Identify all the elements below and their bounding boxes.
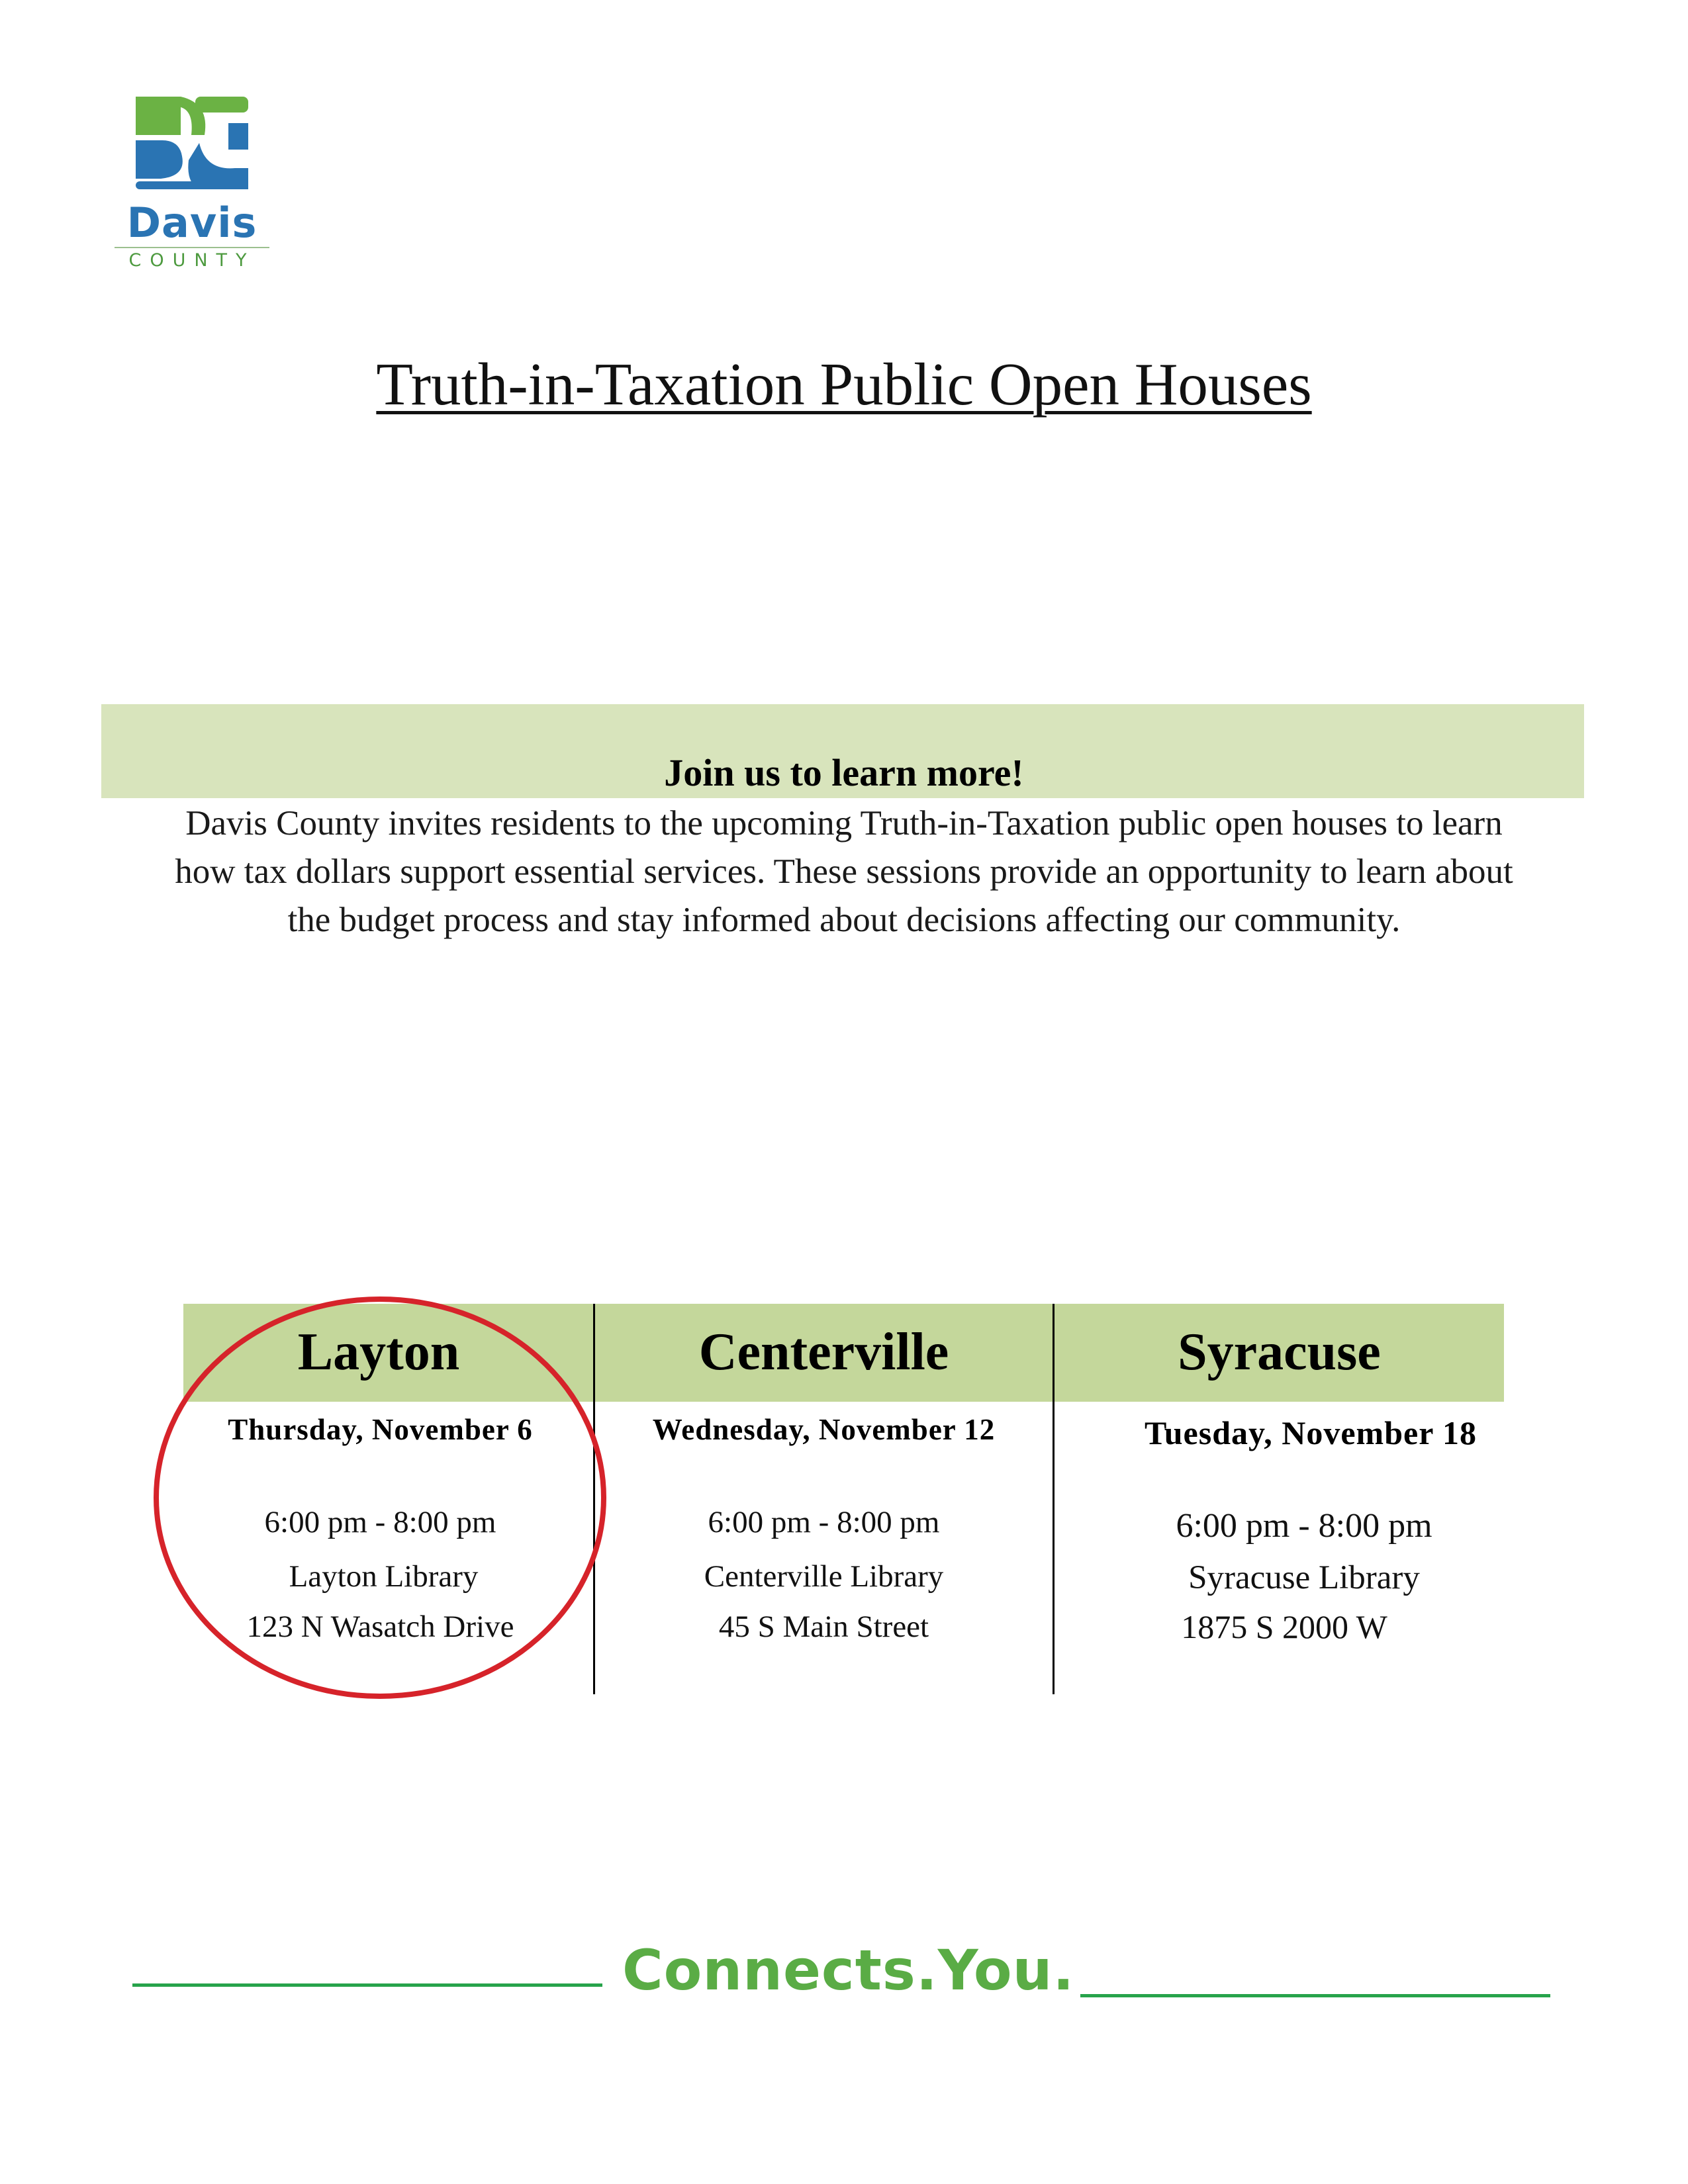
session-venue: Layton Library: [289, 1559, 479, 1594]
footer-tagline: Connects.You.: [622, 1938, 1075, 2003]
session-address: 1875 S 2000 W: [1181, 1608, 1387, 1645]
session-time: 6:00 pm - 8:00 pm: [264, 1505, 496, 1539]
logo-subtitle: COUNTY: [128, 250, 256, 271]
footer-line-left: [132, 1983, 602, 1987]
session-day: Tuesday, November 18: [1144, 1414, 1477, 1451]
davis-county-logo: [109, 93, 275, 278]
session-venue: Centerville Library: [704, 1559, 944, 1594]
city-layton: Layton: [297, 1323, 460, 1381]
session-address: 45 S Main Street: [718, 1610, 929, 1644]
logo-divider: [115, 247, 269, 248]
join-heading: Join us to learn more!: [664, 751, 1024, 794]
footer-line-right: [1080, 1994, 1550, 1997]
page-title: Truth-in-Taxation Public Open Houses: [376, 351, 1312, 418]
session-day: Wednesday, November 12: [652, 1413, 996, 1446]
session-venue: Syracuse Library: [1188, 1559, 1420, 1596]
session-day: Thursday, November 6: [228, 1413, 533, 1446]
highlight-circle: [147, 1287, 617, 1711]
city-syracuse: Syracuse: [1178, 1323, 1381, 1381]
session-address: 123 N Wasatch Drive: [246, 1610, 514, 1644]
logo-mark-icon: [136, 97, 248, 189]
intro-paragraph: Davis County invites residents to the upcoming Truth-in-Taxation public open houses to learn how tax dollars support essential services. These sessions provide an opportunity to learn about the budget process and stay informed about decisions affecting our community.: [175, 804, 1513, 939]
city-centerville: Centerville: [698, 1323, 949, 1381]
logo-name: Davis: [126, 199, 258, 247]
session-time: 6:00 pm - 8:00 pm: [1176, 1507, 1432, 1545]
session-time: 6:00 pm - 8:00 pm: [708, 1505, 940, 1539]
